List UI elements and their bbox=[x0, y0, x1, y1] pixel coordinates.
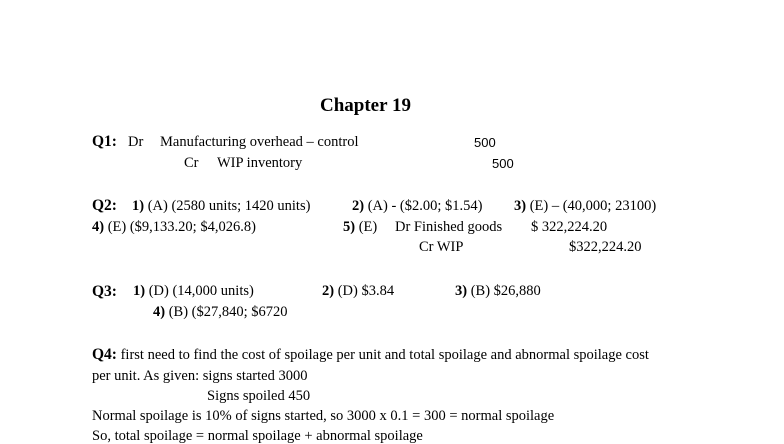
q3-item-2-num: 2) bbox=[322, 283, 335, 299]
q2-entry5-dr-amount: $ 322,224.20 bbox=[531, 219, 608, 235]
q2-entry5-cr-line: Cr WIP bbox=[419, 239, 464, 255]
q3-item-2 bbox=[322, 284, 394, 299]
q3-item-1-num: 1) bbox=[133, 283, 146, 299]
q3-item-3 bbox=[455, 284, 541, 299]
q3-item-3-text: (B) $26,880 bbox=[470, 283, 541, 299]
q2-item-4-text: (E) ($9,133.20; $4,026.8) bbox=[107, 219, 256, 235]
q2-item-3 bbox=[514, 199, 656, 214]
page-title: Chapter 19 bbox=[320, 95, 411, 116]
q2-item-3-num: 3) bbox=[514, 198, 527, 214]
q3-label: Q3: bbox=[92, 283, 117, 300]
q2-item-2-num: 2) bbox=[352, 198, 365, 214]
q2-item-2 bbox=[352, 199, 483, 214]
q2-item-5-text: (E) bbox=[358, 219, 378, 235]
q1-cr: Cr bbox=[184, 155, 199, 171]
q4-line-1-text: first need to find the cost of spoilage per unit and total spoilage and abnormal spoilage cost bbox=[120, 347, 649, 363]
q3-item-2-text: (D) $3.84 bbox=[337, 283, 395, 299]
q4-label: Q4: bbox=[92, 346, 117, 363]
q3-item-1-text: (D) (14,000 units) bbox=[148, 283, 254, 299]
q2-entry5-cr-amount: $322,224.20 bbox=[569, 239, 642, 255]
q2-label: Q2: bbox=[92, 197, 117, 214]
q2-item-2-text: (A) - ($2.00; $1.54) bbox=[367, 198, 483, 214]
q2-item-4-num: 4) bbox=[92, 219, 105, 235]
q3-item-4-num: 4) bbox=[153, 304, 166, 320]
q2-entry5-dr-line: Dr Finished goods bbox=[395, 219, 503, 235]
q2-item-4 bbox=[92, 220, 256, 235]
q2-item-1-text: (A) (2580 units; 1420 units) bbox=[147, 198, 311, 214]
q1-label: Q1: bbox=[92, 133, 117, 150]
q3-item-4 bbox=[153, 305, 288, 320]
q2-item-3-text: (E) – (40,000; 23100) bbox=[529, 198, 657, 214]
q3-item-4-text: (B) ($27,840; $6720 bbox=[168, 304, 288, 320]
q2-item-1-num: 1) bbox=[132, 198, 145, 214]
q4-line-2: per unit. As given: signs started 3000 bbox=[92, 368, 308, 384]
q4-line-1 bbox=[92, 347, 649, 363]
q3-item-3-num: 3) bbox=[455, 283, 468, 299]
q4-line-3: Signs spoiled 450 bbox=[207, 388, 311, 404]
q2-item-5 bbox=[343, 220, 377, 235]
q1-cr-account: WIP inventory bbox=[217, 155, 303, 171]
q2-item-1 bbox=[132, 199, 310, 214]
q3-item-1 bbox=[133, 284, 254, 299]
q4-line-5: So, total spoilage = normal spoilage + abnormal spoilage bbox=[92, 428, 423, 444]
q4-line-4: Normal spoilage is 10% of signs started, so 3000 x 0.1 = 300 = normal spoilage bbox=[92, 408, 555, 424]
q1-dr-amount: 500 bbox=[474, 135, 496, 150]
q2-item-5-num: 5) bbox=[343, 219, 356, 235]
q1-dr: Dr bbox=[128, 134, 144, 150]
q1-cr-amount: 500 bbox=[492, 156, 514, 171]
q1-dr-account: Manufacturing overhead – control bbox=[160, 134, 359, 150]
